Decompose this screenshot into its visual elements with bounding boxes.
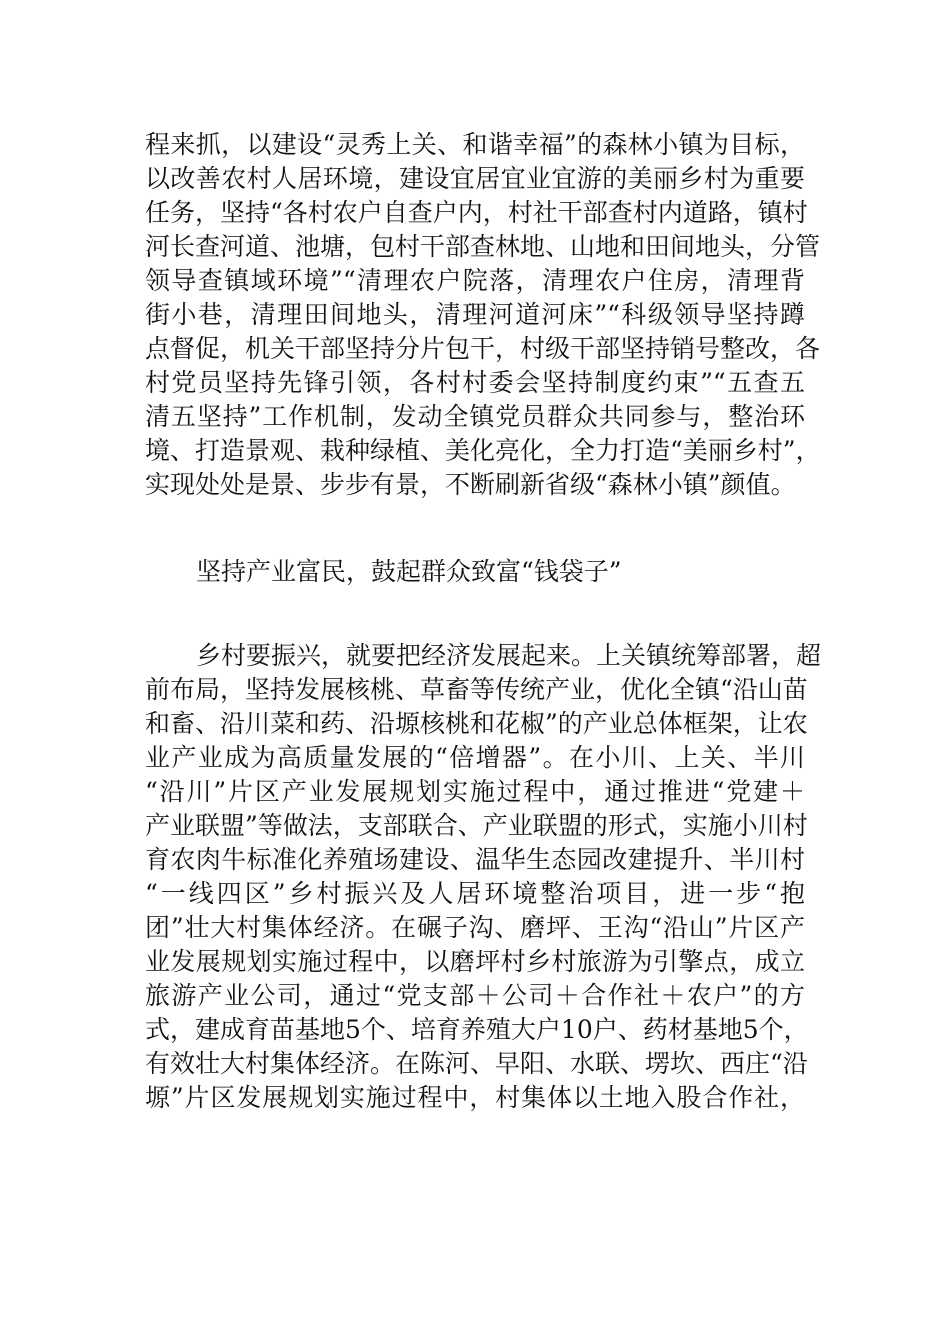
paragraph-1-line: 境、打造景观、栽种绿植、美化亮化，全力打造“美丽乡村”，: [145, 436, 821, 465]
paragraph-1-line: 以改善农村人居环境，建设宜居宜业宜游的美丽乡村为重要: [145, 164, 805, 193]
paragraph-2-line: 塬”片区发展规划实施过程中，村集体以土地入股合作社，: [145, 1083, 805, 1112]
paragraph-2-line: 有效壮大村集体经济。在陈河、早阳、水联、塄坎、西庄“沿: [145, 1049, 808, 1078]
paragraph-1-line: 村党员坚持先锋引领，各村村委会坚持制度约束”“五查五: [145, 368, 805, 397]
paragraph-1-line: 清五坚持”工作机制，发动全镇党员群众共同参与，整治环: [145, 402, 805, 431]
paragraph-2-line: 业产业成为高质量发展的“倍增器”。在小川、上关、半川: [145, 743, 805, 772]
paragraph-1-line: 河长查河道、池塘，包村干部查林地、山地和田间地头，分管: [145, 232, 821, 261]
paragraph-1-line: 街小巷，清理田间地头，清理河道河床”“科级领导坚持蹲: [145, 300, 805, 329]
paragraph-2-line: 乡村要振兴，就要把经济发展起来。上关镇统筹部署，超: [196, 641, 822, 670]
paragraph-2-line: 前布局，坚持发展核桃、草畜等传统产业，优化全镇“沿山苗: [145, 675, 808, 704]
section-heading: 坚持产业富民，鼓起群众致富“钱袋子”: [196, 557, 622, 586]
paragraph-2-line: 产业联盟”等做法，支部联合、产业联盟的形式，实施小川村: [145, 811, 808, 840]
paragraph-1-line: 程来抓，以建设“灵秀上关、和谐幸福”的森林小镇为目标，: [145, 130, 805, 159]
paragraph-1-line: 任务，坚持“各村农户自查户内，村社干部查村内道路，镇村: [145, 198, 808, 227]
paragraph-2-line: 育农肉牛标准化养殖场建设、温华生态园改建提升、半川村: [145, 845, 805, 874]
paragraph-2-line: 业发展规划实施过程中，以磨坪村乡村旅游为引擎点，成立: [145, 947, 805, 976]
paragraph-2-line: 和畜、沿川菜和药、沿塬核桃和花椒”的产业总体框架，让农: [145, 709, 808, 738]
paragraph-2-line: 团”壮大村集体经济。在碾子沟、磨坪、王沟“沿山”片区产: [145, 913, 805, 942]
paragraph-2-line: “沿川”片区产业发展规划实施过程中，通过推进“党建＋: [145, 777, 805, 806]
paragraph-2-line: “一线四区”乡村振兴及人居环境整治项目，进一步“抱: [145, 879, 805, 908]
paragraph-2-line: 式，建成育苗基地5个、培育养殖大户10户、药材基地5个，: [145, 1015, 809, 1044]
paragraph-2-line: 旅游产业公司，通过“党支部＋公司＋合作社＋农户”的方: [145, 981, 805, 1010]
paragraph-1-line: 点督促，机关干部坚持分片包干，村级干部坚持销号整改，各: [145, 334, 821, 363]
paragraph-1-line: 领导查镇域环境”“清理农户院落，清理农户住房，清理背: [145, 266, 805, 295]
paragraph-1-line: 实现处处是景、步步有景，不断刷新省级“森林小镇”颜值。: [145, 470, 796, 499]
